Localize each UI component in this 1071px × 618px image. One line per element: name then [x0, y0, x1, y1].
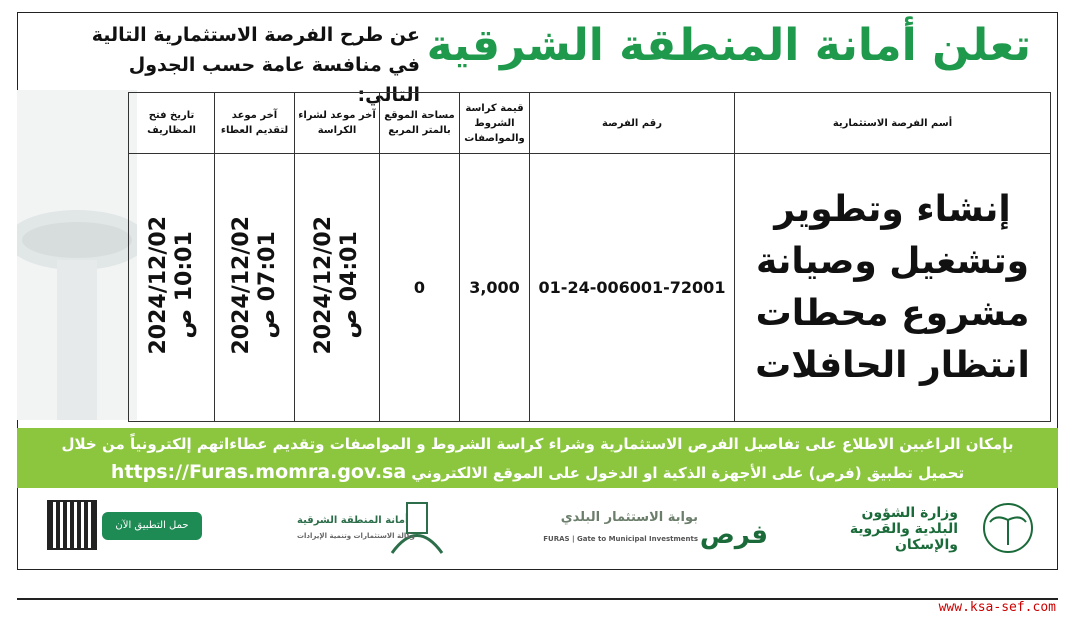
portal-logo: بوابة الاستثمار البلدي: [560, 510, 698, 525]
amanah-emblem-icon: [387, 498, 447, 558]
subhead-line-1: عن طرح الفرصة الاستثمارية التالية: [91, 24, 420, 46]
opportunity-table: [128, 92, 1051, 422]
qr-code[interactable]: [47, 500, 97, 550]
ministry-logo: وزارة الشؤون البلدية والقروية والإسكان: [849, 505, 958, 553]
notice-banner: [17, 428, 1058, 488]
opening-date-cell: [129, 154, 215, 422]
header-number: رقم الفرصة: [530, 93, 735, 154]
palm-emblem-icon: [978, 500, 1038, 555]
header-price: قيمة كراسة الشروط والمواصفات: [460, 93, 530, 154]
opportunity-name: إنشاء وتطوير وتشغيل وصيانة مشروع محطات انتظار الحافلات: [735, 154, 1051, 422]
portal-logo-en: FURAS | Gate to Municipal Investments: [543, 535, 698, 543]
opening-date: 2024/12/02 10:01 ص: [145, 216, 197, 355]
furas-link[interactable]: https://Furas.momra.gov.sa: [110, 461, 407, 483]
amanah-sub: وكالة الاستثمارات وتنمية الإيرادات: [297, 532, 415, 540]
site-area: 0: [380, 154, 460, 422]
table-header-row: [129, 93, 1051, 154]
water-tower-illustration: [17, 90, 137, 420]
logo-strip: [17, 490, 1058, 570]
notice-line-1: بإمكان الراغبين الاطلاع على تفاصيل الفرص الاستثمارية وشراء كراسة الشروط و المواصفات وتقديم عطاءاتهم إلكترونياً من خلال: [61, 435, 1014, 453]
header-area: مساحة الموقع بالمتر المربع: [380, 93, 460, 154]
header-name: أسم الفرصة الاستثمارية: [735, 93, 1051, 154]
header-buy-deadline: آخر موعد لشراء الكراسة: [295, 93, 380, 154]
opportunity-number: 01-24-006001-72001: [530, 154, 735, 422]
submit-deadline: 2024/12/02 07:01 ص: [228, 216, 280, 355]
notice-text: تحميل تطبيق (فرص) على الأجهزة الذكية او الدخول على الموقع الالكتروني: [411, 464, 965, 482]
buy-deadline: 2024/12/02 04:01 ص: [311, 216, 362, 355]
header-submit-deadline: آخر موعد لتقديم العطاء: [215, 93, 295, 154]
notice-line-2: [17, 458, 1058, 487]
buy-deadline-cell: [295, 154, 380, 422]
source-site: www.ksa-sef.com: [938, 600, 1056, 615]
bottom-divider: [17, 598, 1058, 600]
subhead-line-2: في منافسة عامة حسب الجدول التالي:: [128, 54, 420, 106]
download-app-button[interactable]: حمل التطبيق الآن: [102, 512, 202, 540]
header-opening: تاريخ فتح المظاريف: [129, 93, 215, 154]
amanah-logo: أمانة المنطقة الشرقية: [297, 515, 409, 526]
furas-logo: فرص: [699, 520, 768, 550]
submit-deadline-cell: [215, 154, 295, 422]
booklet-price: 3,000: [460, 154, 530, 422]
headline: تعلن أمانة المنطقة الشرقية: [426, 20, 1031, 71]
table-row: [129, 154, 1051, 422]
